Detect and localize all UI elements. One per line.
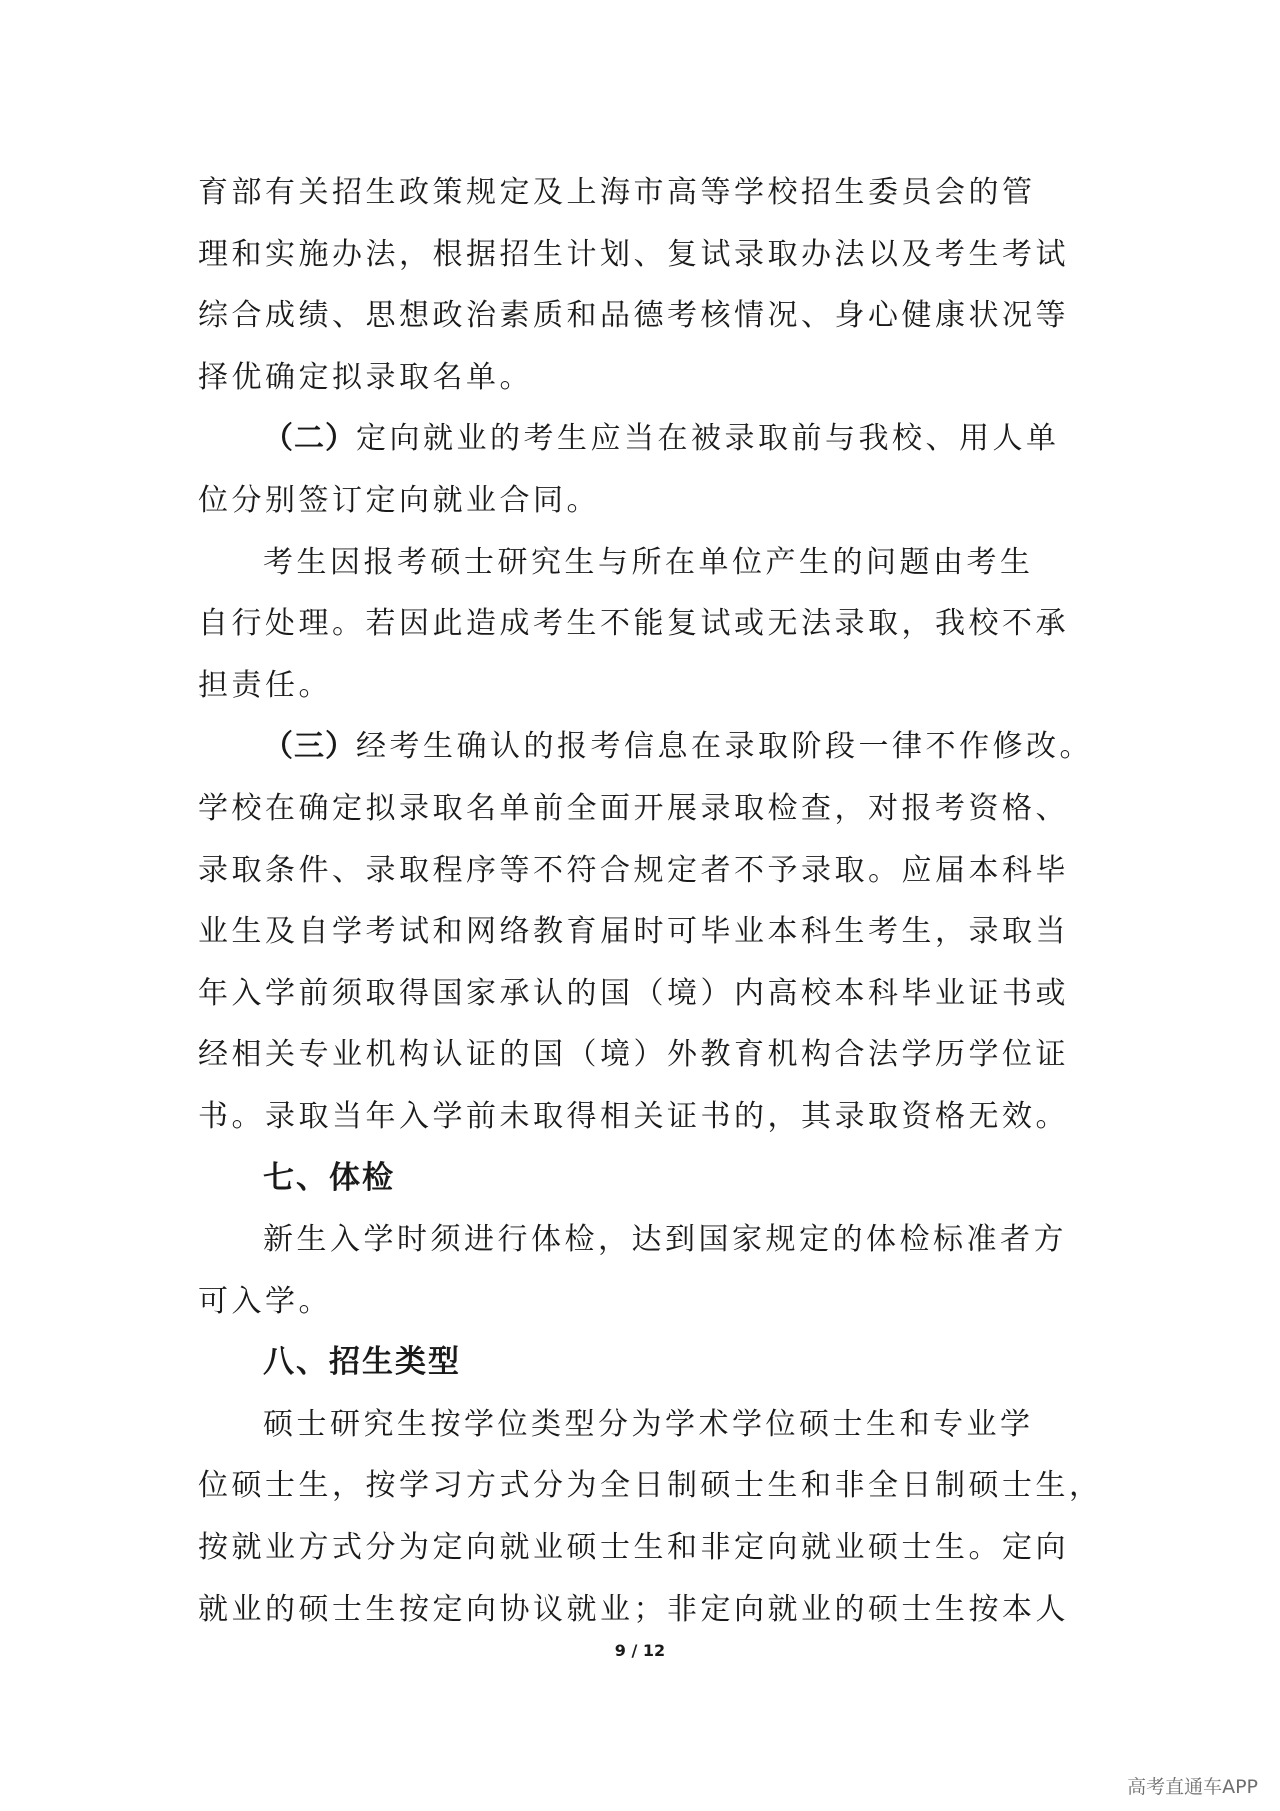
- paragraph-line: 业生及自学考试和网络教育届时可毕业本科生考生，录取当: [198, 914, 1069, 950]
- paragraph-line: 按就业方式分为定向就业硕士生和非定向就业硕士生。定向: [198, 1530, 1069, 1566]
- section-heading: 七、体检: [263, 1159, 395, 1196]
- subsection-marker: （二）: [263, 421, 356, 457]
- paragraph-line: 新生入学时须进行体检，达到国家规定的体检标准者方: [263, 1222, 1067, 1258]
- paragraph-text: 经考生确认的报考信息在录取阶段一律不作修改。: [356, 729, 1093, 765]
- paragraph-line: 硕士研究生按学位类型分为学术学位硕士生和专业学: [263, 1406, 1034, 1442]
- paragraph-line: 年入学前须取得国家承认的国（境）内高校本科毕业证书或: [198, 975, 1069, 1011]
- paragraph-line: 可入学。: [198, 1283, 332, 1319]
- paragraph-line: [198, 716, 1093, 778]
- section-heading: 八、招生类型: [263, 1344, 461, 1381]
- paragraph-line: 就业的硕士生按定向协议就业；非定向就业的硕士生按本人: [198, 1591, 1069, 1627]
- paragraph-line: 综合成绩、思想政治素质和品德考核情况、身心健康状况等: [198, 298, 1069, 334]
- paragraph-line: 育部有关招生政策规定及上海市高等学校招生委员会的管: [198, 175, 1036, 210]
- paragraph-line: 学校在确定拟录取名单前全面开展录取检查，对报考资格、: [198, 790, 1069, 826]
- paragraph-line: [198, 408, 1086, 470]
- subsection-marker: （三）: [263, 729, 356, 765]
- paragraph-line: 自行处理。若因此造成考生不能复试或无法录取，我校不承: [198, 606, 1069, 642]
- paragraph-line: 经相关专业机构认证的国（境）外教育机构合法学历学位证: [198, 1037, 1069, 1073]
- paragraph-text: 定向就业的考生应当在被录取前与我校、用人单: [356, 421, 1060, 457]
- paragraph-line: 理和实施办法，根据招生计划、复试录取办法以及考生考试: [198, 236, 1069, 272]
- watermark: 高考直通车APP: [1127, 1776, 1258, 1798]
- paragraph-line: 录取条件、录取程序等不符合规定者不予录取。应届本科毕: [198, 852, 1069, 888]
- paragraph-line: 位硕士生，按学习方式分为全日制硕士生和非全日制硕士生，: [198, 1468, 1103, 1504]
- page-number: 9 / 12: [614, 1641, 666, 1660]
- paragraph-line: 位分别签订定向就业合同。: [198, 482, 600, 518]
- document-body: [198, 162, 1103, 1640]
- paragraph-line: 考生因报考硕士研究生与所在单位产生的问题由考生: [263, 544, 1034, 580]
- paragraph-line: 书。录取当年入学前未取得相关证书的，其录取资格无效。: [198, 1098, 1069, 1134]
- paragraph-line: 担责任。: [198, 667, 332, 703]
- paragraph-line: 择优确定拟录取名单。: [198, 359, 533, 395]
